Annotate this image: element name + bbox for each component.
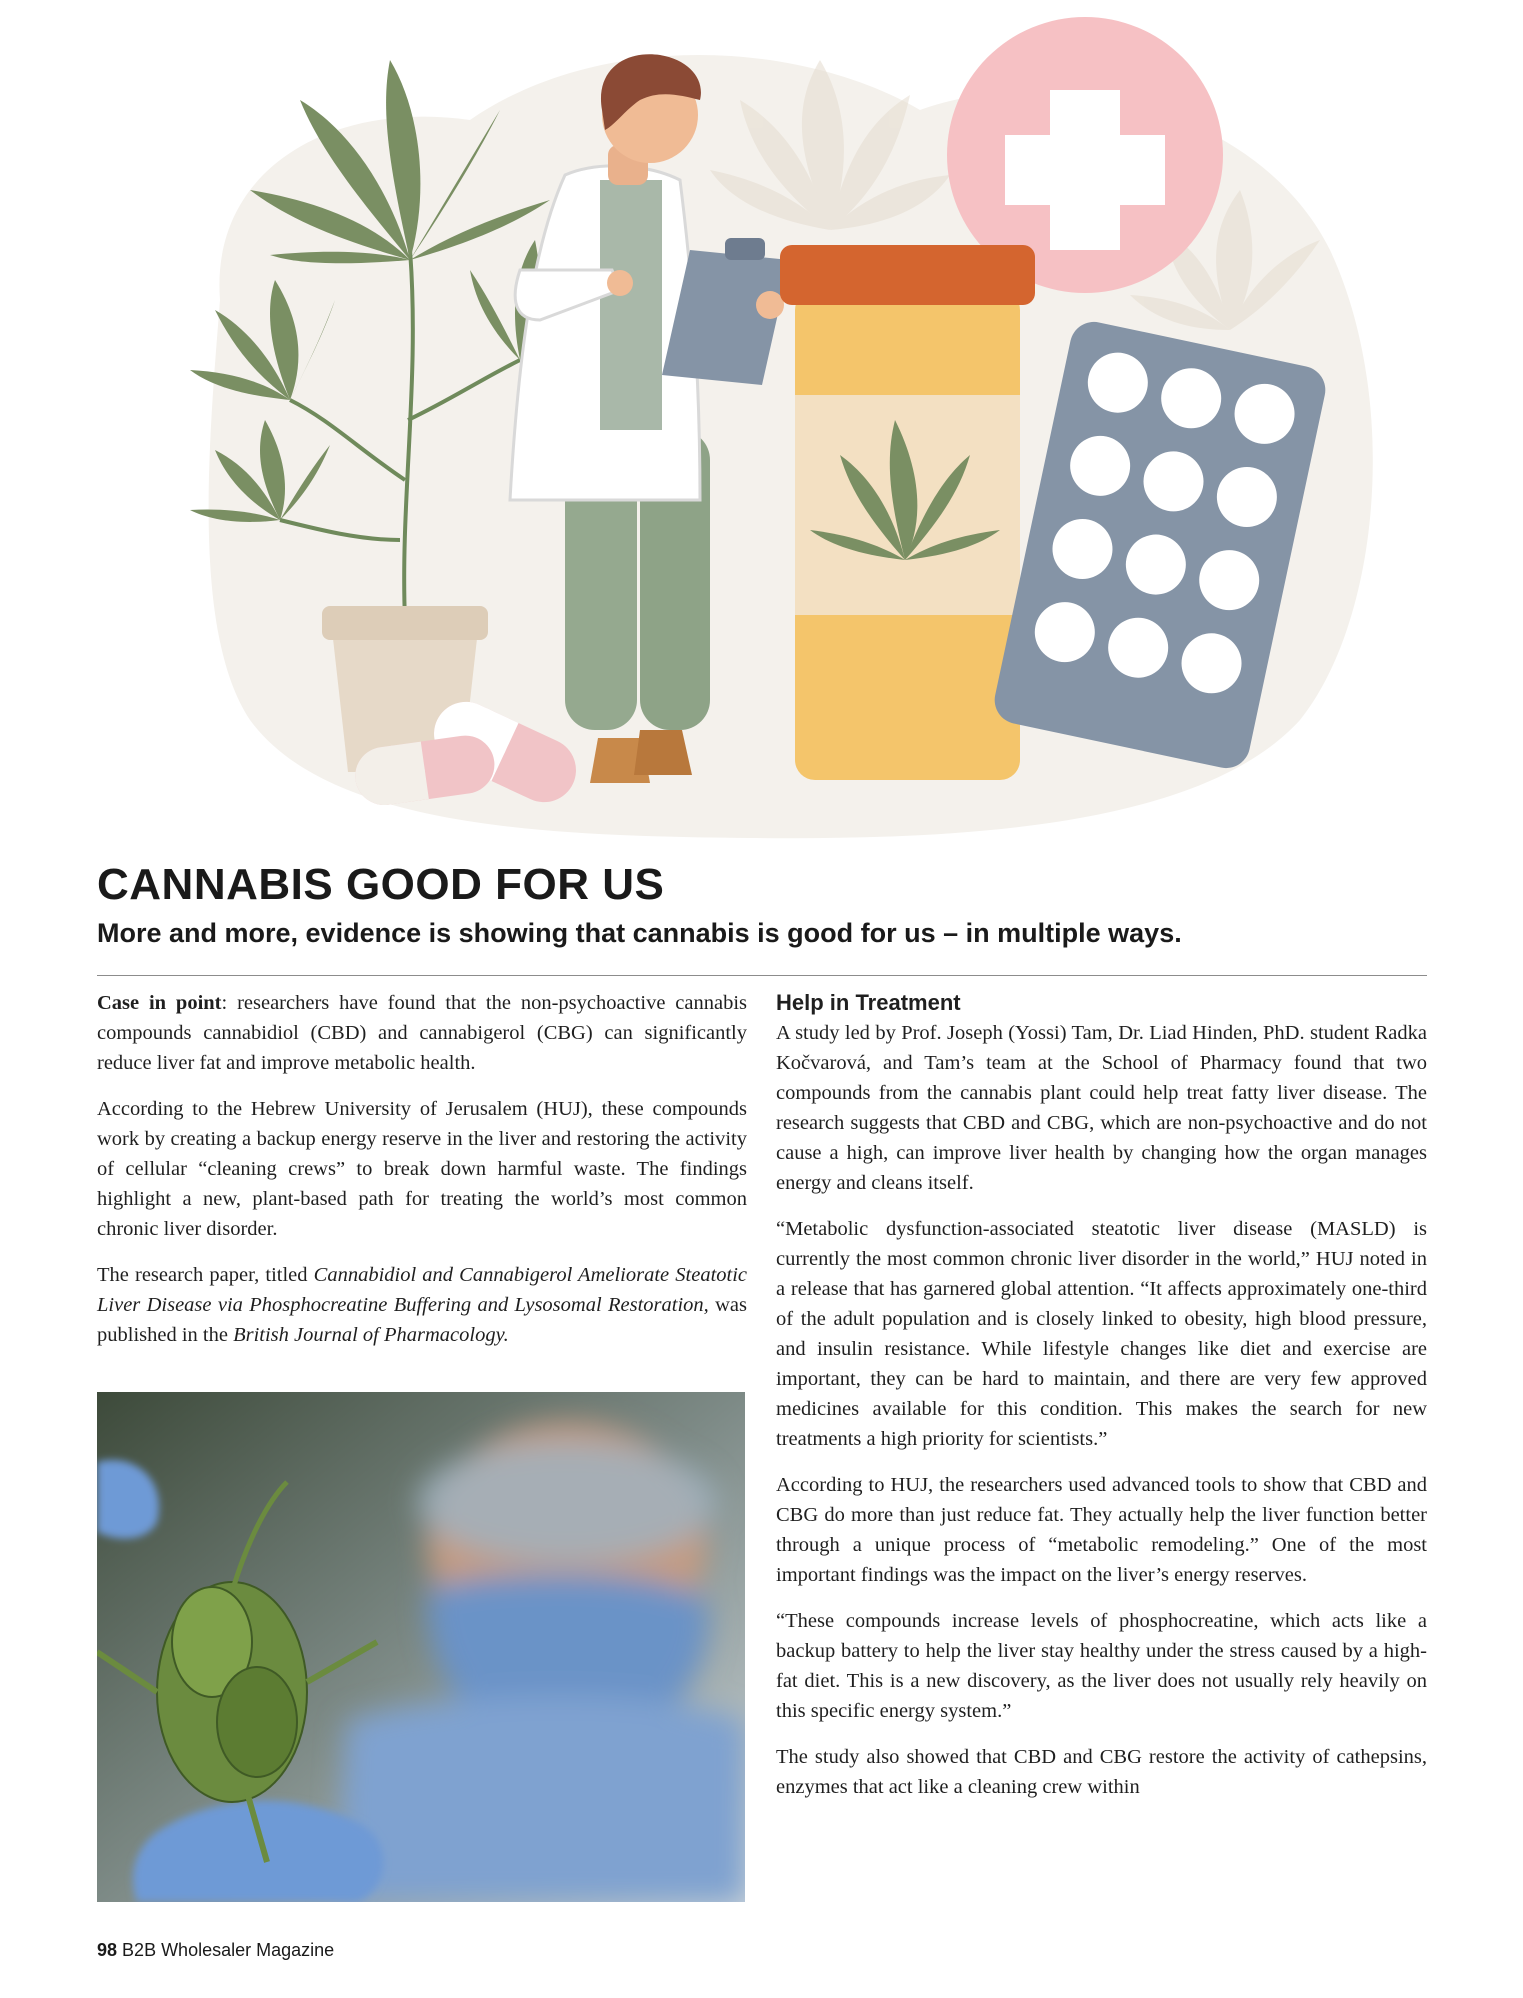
right-paragraph-1: A study led by Prof. Joseph (Yossi) Tam, Dr. Liad Hinden, PhD. student Radka Kočvarová, and Tam’s team at the School of Pharmacy found that two compounds from the cannabis plant could help treat fatty liver disease. The research suggests that CBD and CBG, which are non-psychoactive and do not cause a high, can improve liver health by changing how the organ manages energy and cleans itself. xyxy=(776,1022,1427,1194)
page-footer xyxy=(97,1940,334,1961)
lab-gown xyxy=(337,1696,745,1902)
section-subhead: Help in Treatment xyxy=(776,990,961,1015)
article-headline: CANNABIS GOOD FOR US xyxy=(97,860,665,909)
right-paragraph-2: “Metabolic dysfunction-associated steatotic liver disease (MASLD) is currently the most common chronic liver disorder in the world,” HUJ noted in a release that has garnered global attention. “It affects approximately one-third of the adult population and is closely linked to obesity, high blood pressure, and insulin resistance. While lifestyle changes like diet and exercise are important, they can be hard to maintain, and there are very few approved medicines available for this condition. This makes the search for new treatments a high priority for scientists.” xyxy=(776,1218,1427,1450)
hero-illustration xyxy=(0,0,1523,860)
safety-goggles xyxy=(417,1442,717,1562)
right-paragraph-5: The study also showed that CBD and CBG restore the activity of cathepsins, enzymes that act like a cleaning crew within xyxy=(776,1746,1427,1798)
left-column xyxy=(97,988,747,1366)
page-number: 98 xyxy=(97,1940,118,1960)
lead-in: Case in point xyxy=(97,992,222,1014)
left-paragraph-2: According to the Hebrew University of Jerusalem (HUJ), these compounds work by creating a backup energy reserve in the liver and restoring the activity of cellular “cleaning crews” to break down harmful waste. The findings highlight a new, plant-based path for treating the world’s most common chronic liver disorder. xyxy=(97,1098,747,1240)
right-paragraph-3: According to HUJ, the researchers used advanced tools to show that CBD and CBG do more than just reduce fat. They actually help the liver function better through a unique process of “metabolic remodeling.” One of the most important findings was the impact on the liver’s energy reserves. xyxy=(776,1474,1427,1586)
left-paragraph-1: Case in point: researchers have found that the non-psychoactive cannabis compounds cannabidiol (CBD) and cannabigerol (CBG) can significantly reduce liver fat and improve metabolic health. xyxy=(97,992,747,1074)
right-column xyxy=(776,988,1427,1818)
journal-name: British Journal of Pharmacology. xyxy=(233,1324,509,1346)
lab-researcher-photo xyxy=(97,1392,745,1902)
publication-name: B2B Wholesaler Magazine xyxy=(122,1940,335,1960)
left-paragraph-3: The research paper, titled Cannabidiol and Cannabigerol Ameliorate Steatotic Liver Disease via Phosphocreatine Buffering and Lysosomal Restoration, was published in the British Journal of Pharmacology. xyxy=(97,1264,748,1346)
right-paragraph-4: “These compounds increase levels of phosphocreatine, which acts like a backup battery to help the liver stay healthy under the stress caused by a high-fat diet. This is a new discovery, as the liver does not usually rely heavily on this specific energy system.” xyxy=(776,1610,1427,1722)
headline-divider xyxy=(97,975,1427,976)
plant-pot-rim xyxy=(322,606,488,640)
article-deck: More and more, evidence is showing that cannabis is good for us – in multiple ways. xyxy=(97,918,1182,948)
paper-title: Cannabidiol and Cannabigerol Ameliorate Steatotic Liver Disease via Phosphocreatine Buffering and Lysosomal Restoration, xyxy=(97,1264,748,1316)
